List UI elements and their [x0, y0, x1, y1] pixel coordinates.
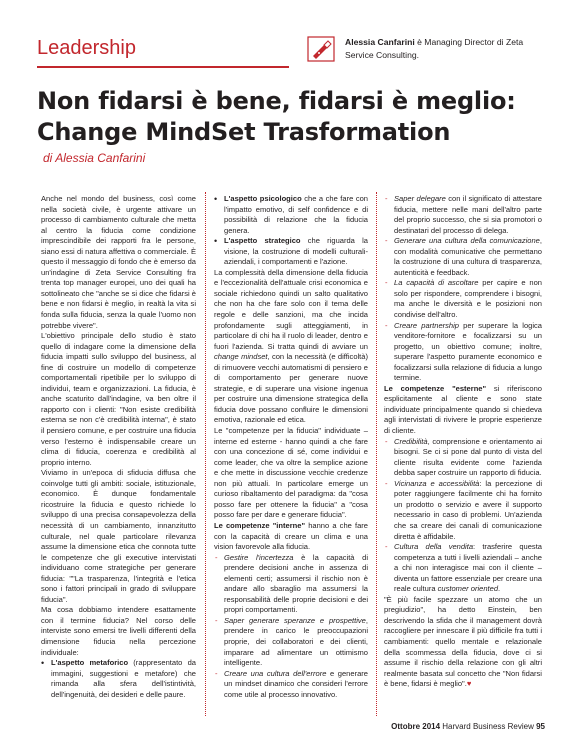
- author-info: [345, 36, 545, 62]
- list-item: - Gestire l'incertezza è la capacità di prendere decisioni anche in assenza di elementi certi; assumersi il rischio non è andare allo sbaraglio ma assumersi la responsabilità delle proprie decisioni e dei propri comportamenti.: [214, 553, 368, 616]
- pen-nib-icon: [307, 36, 335, 62]
- byline: di Alessia Canfarini: [43, 151, 146, 165]
- column-3: [384, 194, 542, 690]
- paragraph: Le "competenze per la fiducia" individuate – interne ed esterne - hanno quindi a che fare con una concezione di sé, come individui e come leader, che va oltre la semplice azione e che mette in discussione vecchie credenze non più attuali. In particolare emerge un curioso ribaltamento del paradigma: da "cosa posso fare per ottenere la fiducia" a "cosa posso fare per dare e generare fiducia".: [214, 426, 368, 520]
- end-mark-icon: ♥: [466, 679, 472, 689]
- column-divider: [376, 192, 377, 716]
- internal-competences-list: [214, 553, 368, 701]
- column-1: [41, 194, 196, 700]
- list-item: - Saper generare speranze e prospettive, prendere in carico le preoccupazioni proprie, dei collaboratori e dei clienti, imparare ad alimentare un ottimismo intelligente.: [214, 616, 368, 669]
- title-line-2: Change MindSet Trasformation: [37, 118, 451, 146]
- title-line-1: Non fidarsi è bene, fidarsi è meglio:: [37, 87, 516, 115]
- list-item: - La capacità di ascoltare per capire e non solo per rispondere, comprendere i bisogni, ma anche le diversità e le posizioni non condivise dell'altro.: [384, 278, 542, 320]
- list-item: - Credibilità, comprensione e orientamento ai bisogni. Se ci si pone dal punto di vista del cliente risulta evidente come l'azienda debba saper costruire un rapporto di fiducia.: [384, 437, 542, 479]
- author-name: Alessia Canfarini: [345, 37, 415, 47]
- magazine-name: Harvard Business Review: [440, 722, 537, 731]
- page-footer: [330, 722, 545, 731]
- external-competences-list: [384, 437, 542, 595]
- article-title: [37, 86, 557, 148]
- list-item: - Cultura della vendita: trasferire questa competenza a tutti i livelli aziendali – anche a chi non interagisce mai con il cliente – diventa un fattore essenziale per creare una reale cultura customer oriented.: [384, 542, 542, 595]
- page-number: 95: [536, 722, 545, 731]
- issue-date: Ottobre 2014: [391, 722, 441, 731]
- author-bio: è Managing Director di Zeta Service Consulting.: [345, 37, 524, 60]
- aspect-list: [41, 658, 196, 700]
- paragraph: Le competenze "esterne" si riferiscono esplicitamente al cliente e sono state individuate principalmente quando si chiedeva agli intervistati di rivivere le proprie esperienze di cliente.: [384, 383, 542, 436]
- column-divider: [205, 192, 206, 716]
- list-item: • L'aspetto metaforico (rappresentato da immagini, suggestioni e metafore) che rimanda alla sfera dell'istintività, dell'ingenuità, dei desideri e delle paure.: [41, 658, 196, 700]
- paragraph: La complessità della dimensione della fiducia e l'eccezionalità dell'attuale crisi economica e sociale richiedono quindi un salto qualitativo che non ha che fare solo con il tema delle regole e delle sanzioni, ma che incida profondamente sugli atteggiamenti, in particolare di chi ha il ruolo di leader, dentro e fuori l'azienda. Si tratta quindi di avviare un change mindset, con la necessità (e difficoltà) di rimuovere vecchi automatismi di pensiero e di comportamento per generare nuove strategie, e di superare una visione ingenua per costruire una dimensione strategica della fiducia dove possano confluire le dimensioni emotiva, razionale ed etica.: [214, 267, 368, 425]
- paragraph: Viviamo in un'epoca di sfiducia diffusa che coinvolge tutti gli ambiti: sociale, istituzionale, economico. È dunque fondamentale ricostruire la fiducia e questo richiede lo sviluppo di una precisa consapevolezza della necessità di un cambiamento, innanzitutto culturale, nel quale particolare rilevanza assume la dimensione etica che connota tutte le competenze che gli executive intervistati individuano come strategiche per generare fiducia: ""La trasparenza, l'integrità e l'etica sono i fattori principali in grado di sviluppare fiducia".: [41, 468, 196, 604]
- paragraph: Anche nel mondo del business, così come nella società civile, è urgente attivare un processo di cambiamento culturale che metta al centro la fiducia come condizione imprescindibile dei rapporti fra le persone, siano essi di natura affettiva o commerciale. È questo il messaggio di fondo che è emerso da un'indagine di Zeta Service Consulting fra trenta top manager europei, uno dei quali ha sottolineato che "anche se si dice che fidarsi è bene e non fidarsi è meglio, in realtà la vita si fonda sulla fiducia, senza la quale l'uomo non potrebbe vivere".: [41, 194, 196, 330]
- section-rule: [37, 66, 289, 68]
- internal-competences-list: [384, 194, 542, 384]
- list-item: - Vicinanza e accessibilità: la percezione di poter raggiungere facilmente chi ha fornito un prodotto o servizio e avere il supporto necessario in caso di problemi. Un'azienda che sa creare dei canali di comunicazione diretta è affidabile.: [384, 479, 542, 542]
- list-item: • L'aspetto psicologico che a che fare con l'impatto emotivo, di self confidence e di possibilità di relazione che la fiducia genera.: [214, 194, 368, 236]
- list-item: - Saper delegare con il significato di attestare fiducia, mettere nelle mani dell'altro parte del proprio successo, che si sia promotori o destinatari del processo di delega.: [384, 194, 542, 236]
- section-label: Leadership: [37, 37, 136, 59]
- list-item: - Generare una cultura della comunicazione, con modalità comunicative che permettano la costruzione di una cultura di trasparenza, autenticità e feedback.: [384, 236, 542, 278]
- closing-paragraph: "È più facile spezzare un atomo che un pregiudizio", ha detto Einstein, ben descrivendo la sfida che il management dovrà raccogliere per innescare il più difficile fra tutti i cambiamenti: quello mentale e relazionale della scommessa della fiducia, dove ci si assume il rischio della relazione con gli altri realmente basata sul concetto che "Non fidarsi è bene, fidarsi è meglio".♥: [384, 594, 542, 689]
- list-item: • L'aspetto strategico che riguarda la visione, la costruzione di modelli culturali- aziendali, i comportamenti e l'azione.: [214, 236, 368, 268]
- paragraph: Ma cosa dobbiamo intendere esattamente con il termine fiducia? Nel corso delle interviste sono emersi tre livelli differenti della dimensione fiducia nella percezione individuale:: [41, 605, 196, 657]
- list-item: - Creare partnership per superare la logica venditore-fornitore e focalizzarsi su un progetto, un obiettivo comune; inoltre, superare l'aspetto puramente economico e focalizzarsi sulla relazione di fiducia a lungo termine.: [384, 321, 542, 384]
- aspect-list: [214, 194, 368, 268]
- list-item: - Creare una cultura dell'errore e generare un mindset dinamico che consideri l'errore come utile al processo innovativo.: [214, 669, 368, 701]
- column-2: [214, 194, 368, 700]
- paragraph: Le competenze "interne" hanno a che fare con la capacità di creare un clima e una vision favorevole alla fiducia.: [214, 520, 368, 552]
- paragraph: L'obiettivo principale dello studio è stato quello di indagare come la dimensione della fiducia impatti sullo sviluppo del business, al fine di costruire un modello di competenze comportamentali ripetibile per lo sviluppo di individui, team e organizzazioni. La fiducia, è anche scaturito dall'indagine, va ben oltre il rapporto con i clienti: "Non esiste credibilità esterna se non c'è credibilità interna", è stato il pensiero comune, e per costruire una fiducia verso l'esterno è indispensabile creare un clima di fiducia, coerenza e credibilità al proprio interno.: [41, 331, 196, 467]
